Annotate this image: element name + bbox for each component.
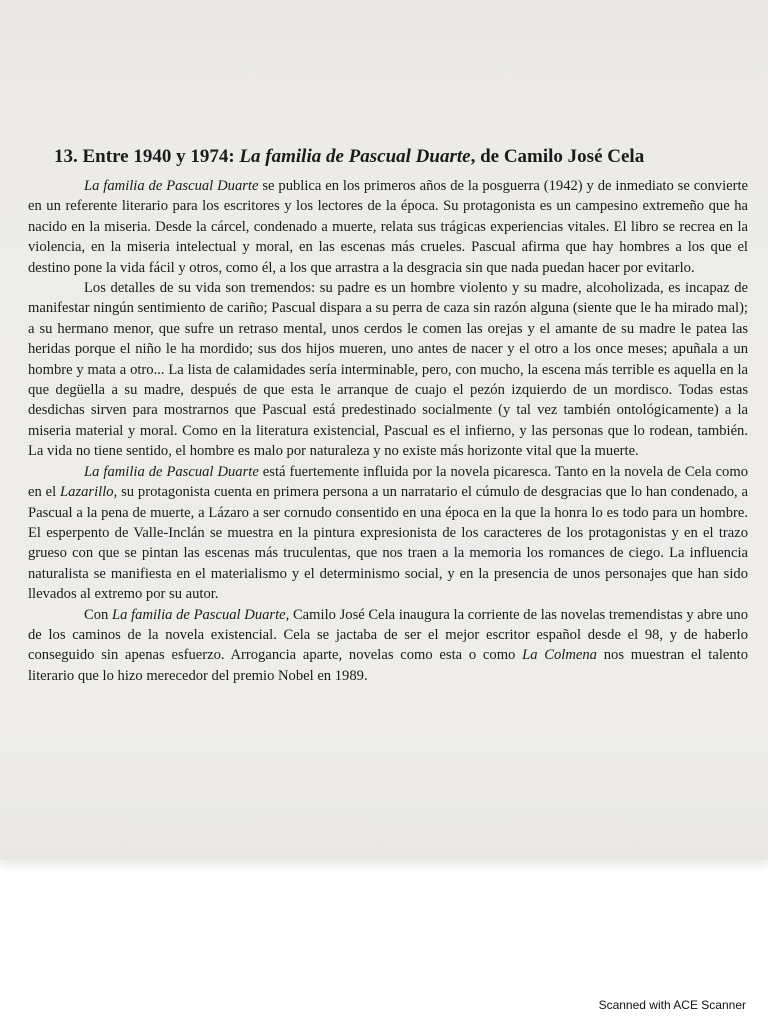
document-body (28, 144, 748, 686)
paragraph-4-text-b: , Camilo José Cela inaugura la corriente de las novelas tremendistas y abre uno de los caminos de la novela existencial. Cela se jactaba de ser el mejor escritor español desde el 98, y de haberlo conseguido sin apenas esfuerzo. Arrogancia aparte, novelas como esta o como (28, 606, 748, 664)
section-title (54, 144, 748, 170)
paragraph-4 (28, 605, 748, 687)
paragraph-4-text-a: Con (84, 606, 113, 623)
paragraph-3 (28, 462, 748, 605)
paragraph-2 (28, 278, 748, 462)
section-title-author: , de Camilo José Cela (470, 146, 645, 167)
paragraph-3-italic-lazarillo: Lazarillo (60, 484, 114, 501)
paragraph-3-text-a: está fuertemente influida por la novela picaresca. Tanto en la novela de Cela como en el (28, 463, 749, 501)
paragraph-1 (28, 176, 748, 278)
section-title-number: 13. Entre 1940 y 1974: (54, 146, 240, 167)
paragraph-1-italic-title: La familia de Pascual Duarte (84, 178, 259, 194)
scanner-watermark: Scanned with ACE Scanner (598, 998, 746, 1012)
paragraph-3-text-b: , su protagonista cuenta en primera persona a un narratario el cúmulo de desgracias que lo han condenado, a Pascual a la pena de muerte, a Lázaro a ser cornudo consentido en una época en la que la honra lo es todo para un hombre. El esperpento de Valle-Inclán se muestra en la pintura expresionista de los caracteres de los protagonistas y en el trazo grueso con que se pintan las escenas más truculentas, que nos traen a la memoria los romances de ciego. La influencia naturalista se manifiesta en el materialismo y el determinismo social, y en la presencia de unos personajes que han sido llevados al extremo por su autor. (28, 484, 749, 603)
paragraph-4-italic-colmena: La Colmena (522, 647, 597, 664)
page-edge-shadow (0, 848, 768, 866)
paragraph-3-italic-title: La familia de Pascual Duarte (84, 463, 259, 480)
paragraph-4-text-c: nos muestran el talento literario que lo hizo merecedor del premio Nobel en 1989. (28, 647, 749, 684)
section-title-work: La familia de Pascual Duarte (239, 146, 471, 167)
paragraph-2-text: Los detalles de su vida son tremendos: su padre es un hombre violento y su madre, alcoholizada, es incapaz de manifestar ningún sentimiento de cariño; Pascual dispara a su perra de caza sin razón alguna (siente que le ha mirado mal); a su hermano menor, que sufre un retraso mental, unos cerdos le comen las orejas y el amante de su madre le patea las heridas porque el niño le ha mordido; sus dos hijos mueren, uno antes de nacer y el otro a los once meses; apuñala a un hombre y mata a otro... La lista de calamidades sería interminable, pero, con mucho, la escena más terrible es aquella en la que degüella a su madre, después de que esta le arranque de cuajo el pezón izquierdo de un mordisco. Todas estas desdichas sirven para mostrarnos que Pascual está predestinado socialmente (y tal vez también ontológicamente) a la miseria material y moral. Como en la literatura existencial, Pascual es el infierno, y las personas que lo rodean, también. La vida no tiene sentido, el hombre es malo por naturaleza y no existe más horizonte vital que la muerte. (28, 280, 748, 460)
paragraph-4-italic-title: La familia de Pascual Duarte (112, 606, 286, 623)
paragraph-1-text: se publica en los primeros años de la posguerra (1942) y de inmediato se convierte en un referente literario para los escritores y los lectores de la época. Su protagonista es un campesino extremeño que ha nacido en la miseria. Desde la cárcel, condenado a muerte, relata sus trágicas experiencias vitales. El libro se recrea en la violencia, en la miseria intelectual y moral, en las escenas más crueles. Pascual afirma que hay hombres a los que el destino pone la vida fácil y otros, como él, a los que arrastra a la desgracia sin que nada puedan hacer por evitarlo. (28, 178, 749, 276)
